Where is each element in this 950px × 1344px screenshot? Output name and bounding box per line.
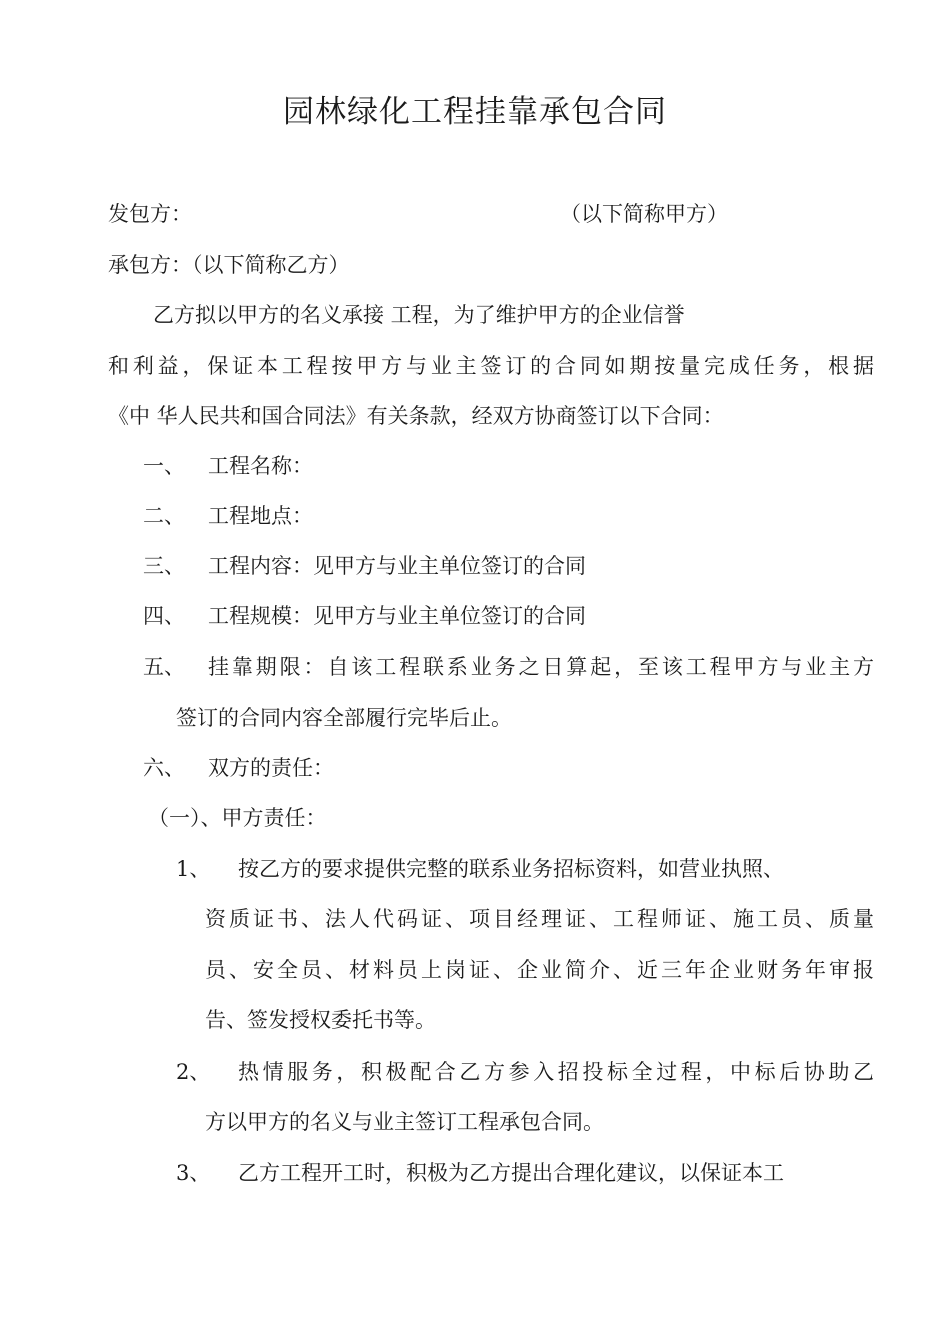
clause-2-text: 工程地点： [208,504,313,528]
clause-1-text: 工程名称： [208,454,313,478]
intro-line-2: 和利益，保证本工程按甲方与业主签订的合同如期按量完成任务，根据 [108,354,874,378]
clause-4-number: 四、 [143,604,185,628]
party-b-label: 承包方：（以下简称乙方） [108,253,350,277]
party-a-responsibility-heading: （一）、甲方责任： [148,806,327,830]
item-1-line-3: 员、安全员、材料员上岗证、企业简介、近三年企业财务年审报 [205,958,874,982]
clause-5-text: 挂靠期限：自该工程联系业务之日算起，至该工程甲方与业主方 [208,655,874,679]
item-1-number: 1、 [176,857,211,881]
clause-3-text: 工程内容：见甲方与业主单位签订的合同 [208,554,586,578]
clause-3-number: 三、 [143,554,185,578]
party-a-label: 发包方： [108,202,192,226]
item-3-number: 3、 [176,1161,211,1185]
document-title: 园林绿化工程挂靠承包合同 [283,94,667,130]
item-3-line-1: 乙方工程开工时，积极为乙方提出合理化建议，以保证本工 [238,1161,784,1185]
item-1-line-2: 资质证书、法人代码证、项目经理证、工程师证、施工员、质量 [205,907,874,931]
clause-2-number: 二、 [143,504,185,528]
item-1-line-1: 按乙方的要求提供完整的联系业务招标资料，如营业执照、 [238,857,784,881]
clause-5-number: 五、 [143,655,185,679]
intro-line-3: 《中 华人民共和国合同法》有关条款，经双方协商签订以下合同： [108,404,724,428]
item-2-number: 2、 [176,1060,211,1084]
clause-5-continuation: 签订的合同内容全部履行完毕后止。 [176,706,512,730]
item-1-line-4: 告、签发授权委托书等。 [205,1008,436,1032]
party-a-note: （以下简称甲方） [560,202,728,226]
item-2-line-1: 热情服务，积极配合乙方参入招投标全过程，中标后协助乙 [238,1060,874,1084]
intro-line-1: 乙方拟以甲方的名义承接 工程，为了维护甲方的企业信誉 [153,303,685,327]
item-2-line-2: 方以甲方的名义与业主签订工程承包合同。 [205,1110,604,1134]
clause-1-number: 一、 [143,454,185,478]
clause-6-text: 双方的责任： [208,756,334,780]
clause-6-number: 六、 [143,756,185,780]
clause-4-text: 工程规模：见甲方与业主单位签订的合同 [208,604,586,628]
